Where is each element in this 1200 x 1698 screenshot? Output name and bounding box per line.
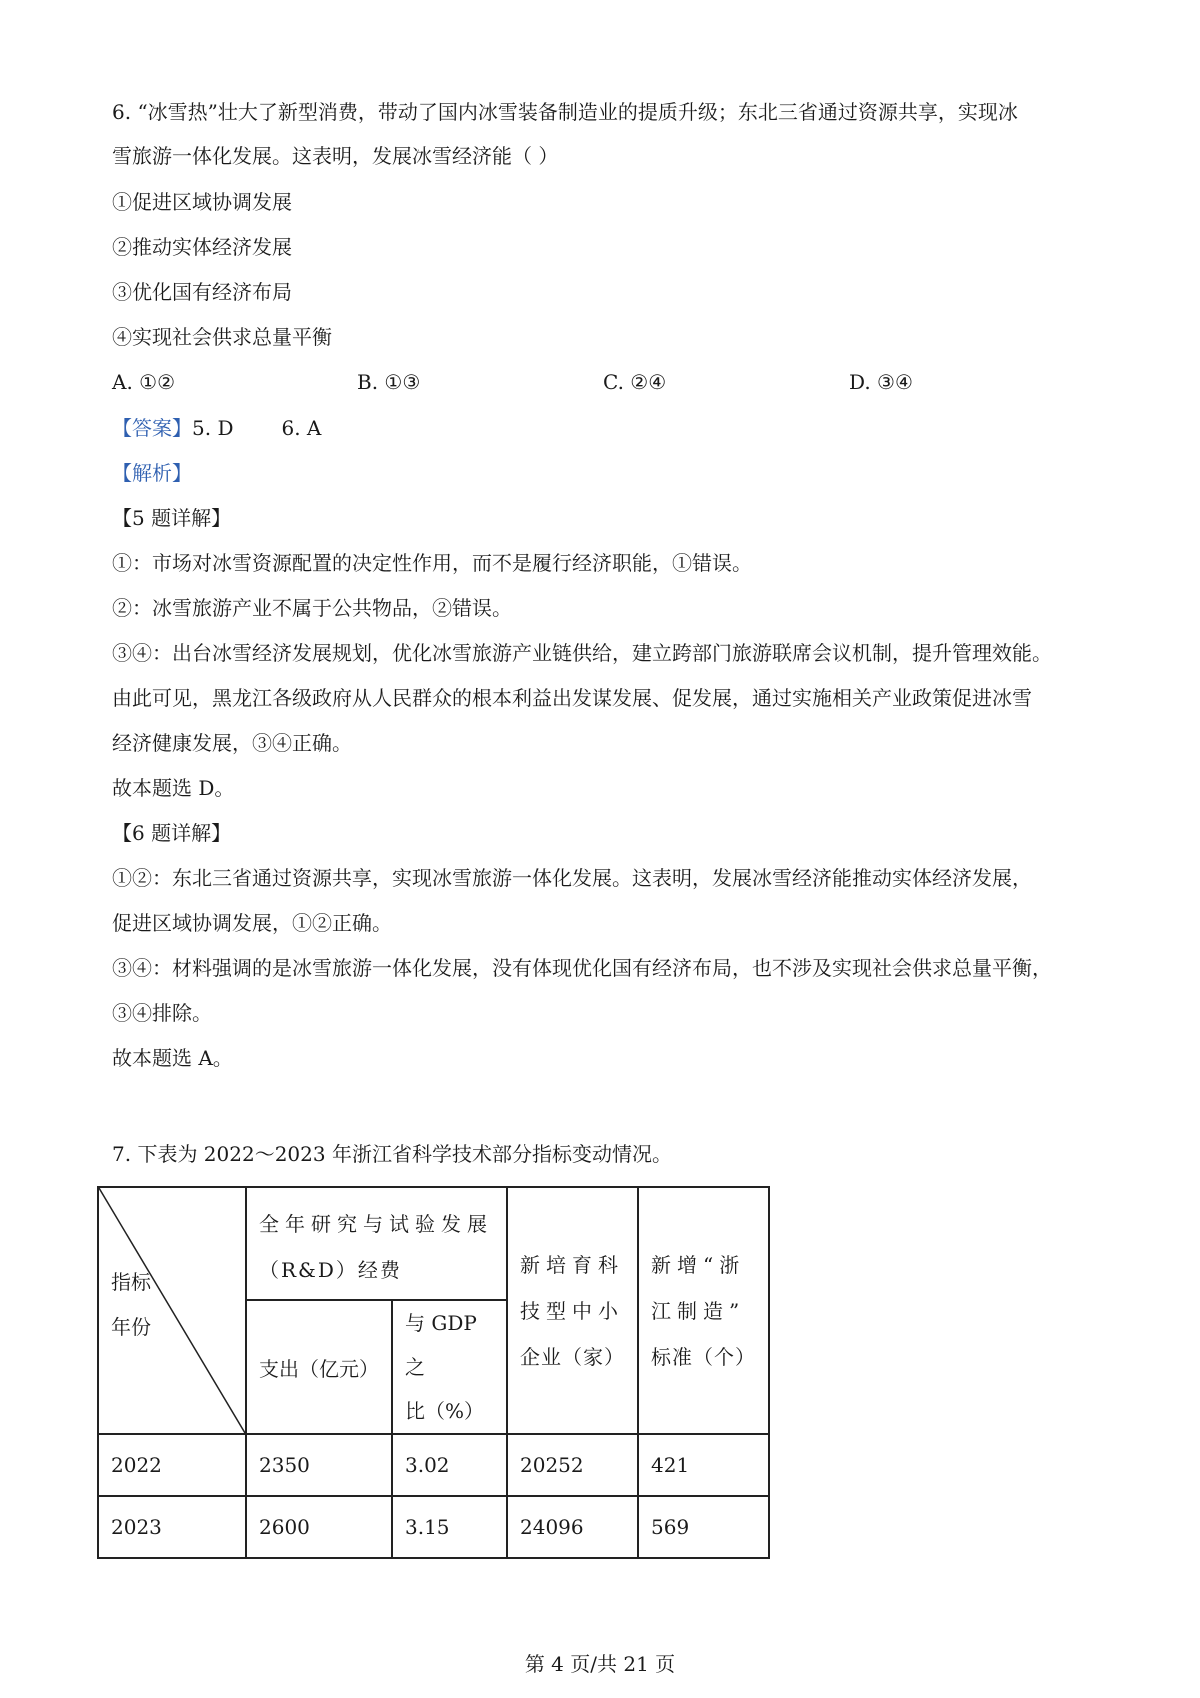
cell-sme: 20252 [507,1434,638,1496]
cell-standard: 421 [638,1434,769,1496]
q6-item-2: ②推动实体经济发展 [112,235,292,259]
q5-detail-line: 经济健康发展，③④正确。 [112,731,352,755]
q6-detail-line: 促进区域协调发展，①②正确。 [112,911,392,935]
q6-option-c: C. ②④ [603,370,667,394]
science-indicators-table [97,1186,770,1559]
rd-header [246,1187,507,1300]
cell-gdp-ratio: 3.02 [392,1434,507,1496]
q6-detail-line: ③④排除。 [112,1001,212,1025]
answer-q5: 5. D [192,416,234,440]
q6-stem-line1: 6. “冰雪热”壮大了新型消费，带动了国内冰雪装备制造业的提质升级；东北三省通过资源共享，实现冰 [112,100,1018,124]
q5-detail-line: ①：市场对冰雪资源配置的决定性作用，而不是履行经济职能，①错误。 [112,551,752,575]
standard-header-line3: 标准（个） [651,1344,756,1369]
sme-header-line3: 企业（家） [520,1344,625,1369]
cell-year: 2023 [98,1496,246,1558]
q6-item-3: ③优化国有经济布局 [112,280,292,304]
cell-spend: 2600 [246,1496,392,1558]
answer-line [112,414,321,442]
corner-label-year: 年份 [111,1315,151,1339]
table-corner-cell [98,1187,246,1434]
cell-standard: 569 [638,1496,769,1558]
q6-option-a: A. ①② [112,370,176,394]
q5-detail-line: ②：冰雪旅游产业不属于公共物品，②错误。 [112,596,512,620]
q6-stem-line2: 雪旅游一体化发展。这表明，发展冰雪经济能（ ） [112,144,559,168]
sme-header-line2: 技型中小 [520,1298,624,1323]
q7-intro: 7. 下表为 2022～2023 年浙江省科学技术部分指标变动情况。 [112,1142,672,1166]
rd-header-line1: 全年研究与试验发展 [259,1211,493,1236]
standard-header-line2: 江制造” [651,1298,746,1323]
q6-detail-line: 故本题选 A。 [112,1046,233,1070]
q6-detail-title: 【6 题详解】 [112,821,232,845]
q6-option-b: B. ①③ [357,370,421,394]
table-row [98,1496,769,1558]
cell-gdp-ratio: 3.15 [392,1496,507,1558]
rd-header-line2: （R&D）经费 [259,1257,402,1282]
spend-header: 支出（亿元） [246,1300,392,1434]
q5-detail-title: 【5 题详解】 [112,506,232,530]
table-header-row [98,1187,769,1300]
sme-header-line1: 新培育科 [520,1252,624,1277]
gdp-ratio-header [392,1300,507,1434]
standard-header-line1: 新增“浙 [651,1252,746,1277]
answer-label: 【答案】 [112,416,192,440]
standard-header [638,1187,769,1434]
q6-item-1: ①促进区域协调发展 [112,190,292,214]
answer-q6: 6. A [281,416,322,440]
q5-detail-line: 由此可见，黑龙江各级政府从人民群众的根本利益出发谋发展、促发展，通过实施相关产业政策促进冰雪 [112,686,1032,710]
q6-option-d: D. ③④ [849,370,913,394]
corner-label-indicator: 指标 [111,1270,151,1294]
cell-spend: 2350 [246,1434,392,1496]
gdp-header-line1: 与 GDP 之 [405,1311,477,1379]
q6-detail-line: ③④：材料强调的是冰雪旅游一体化发展，没有体现优化国有经济布局，也不涉及实现社会供求总量平衡， [112,956,1052,980]
table-row [98,1434,769,1496]
q6-detail-line: ①②：东北三省通过资源共享，实现冰雪旅游一体化发展。这表明，发展冰雪经济能推动实体经济发展， [112,866,1032,890]
q5-detail-line: ③④：出台冰雪经济发展规划，优化冰雪旅游产业链供给，建立跨部门旅游联席会议机制，提升管理效能。 [112,641,1052,665]
analysis-label: 【解析】 [112,461,192,485]
q5-detail-line: 故本题选 D。 [112,776,235,800]
sme-header [507,1187,638,1434]
cell-year: 2022 [98,1434,246,1496]
cell-sme: 24096 [507,1496,638,1558]
page-footer: 第 4 页/共 21 页 [524,1652,676,1676]
q6-item-4: ④实现社会供求总量平衡 [112,325,332,349]
gdp-header-line2: 比（%） [405,1399,485,1423]
